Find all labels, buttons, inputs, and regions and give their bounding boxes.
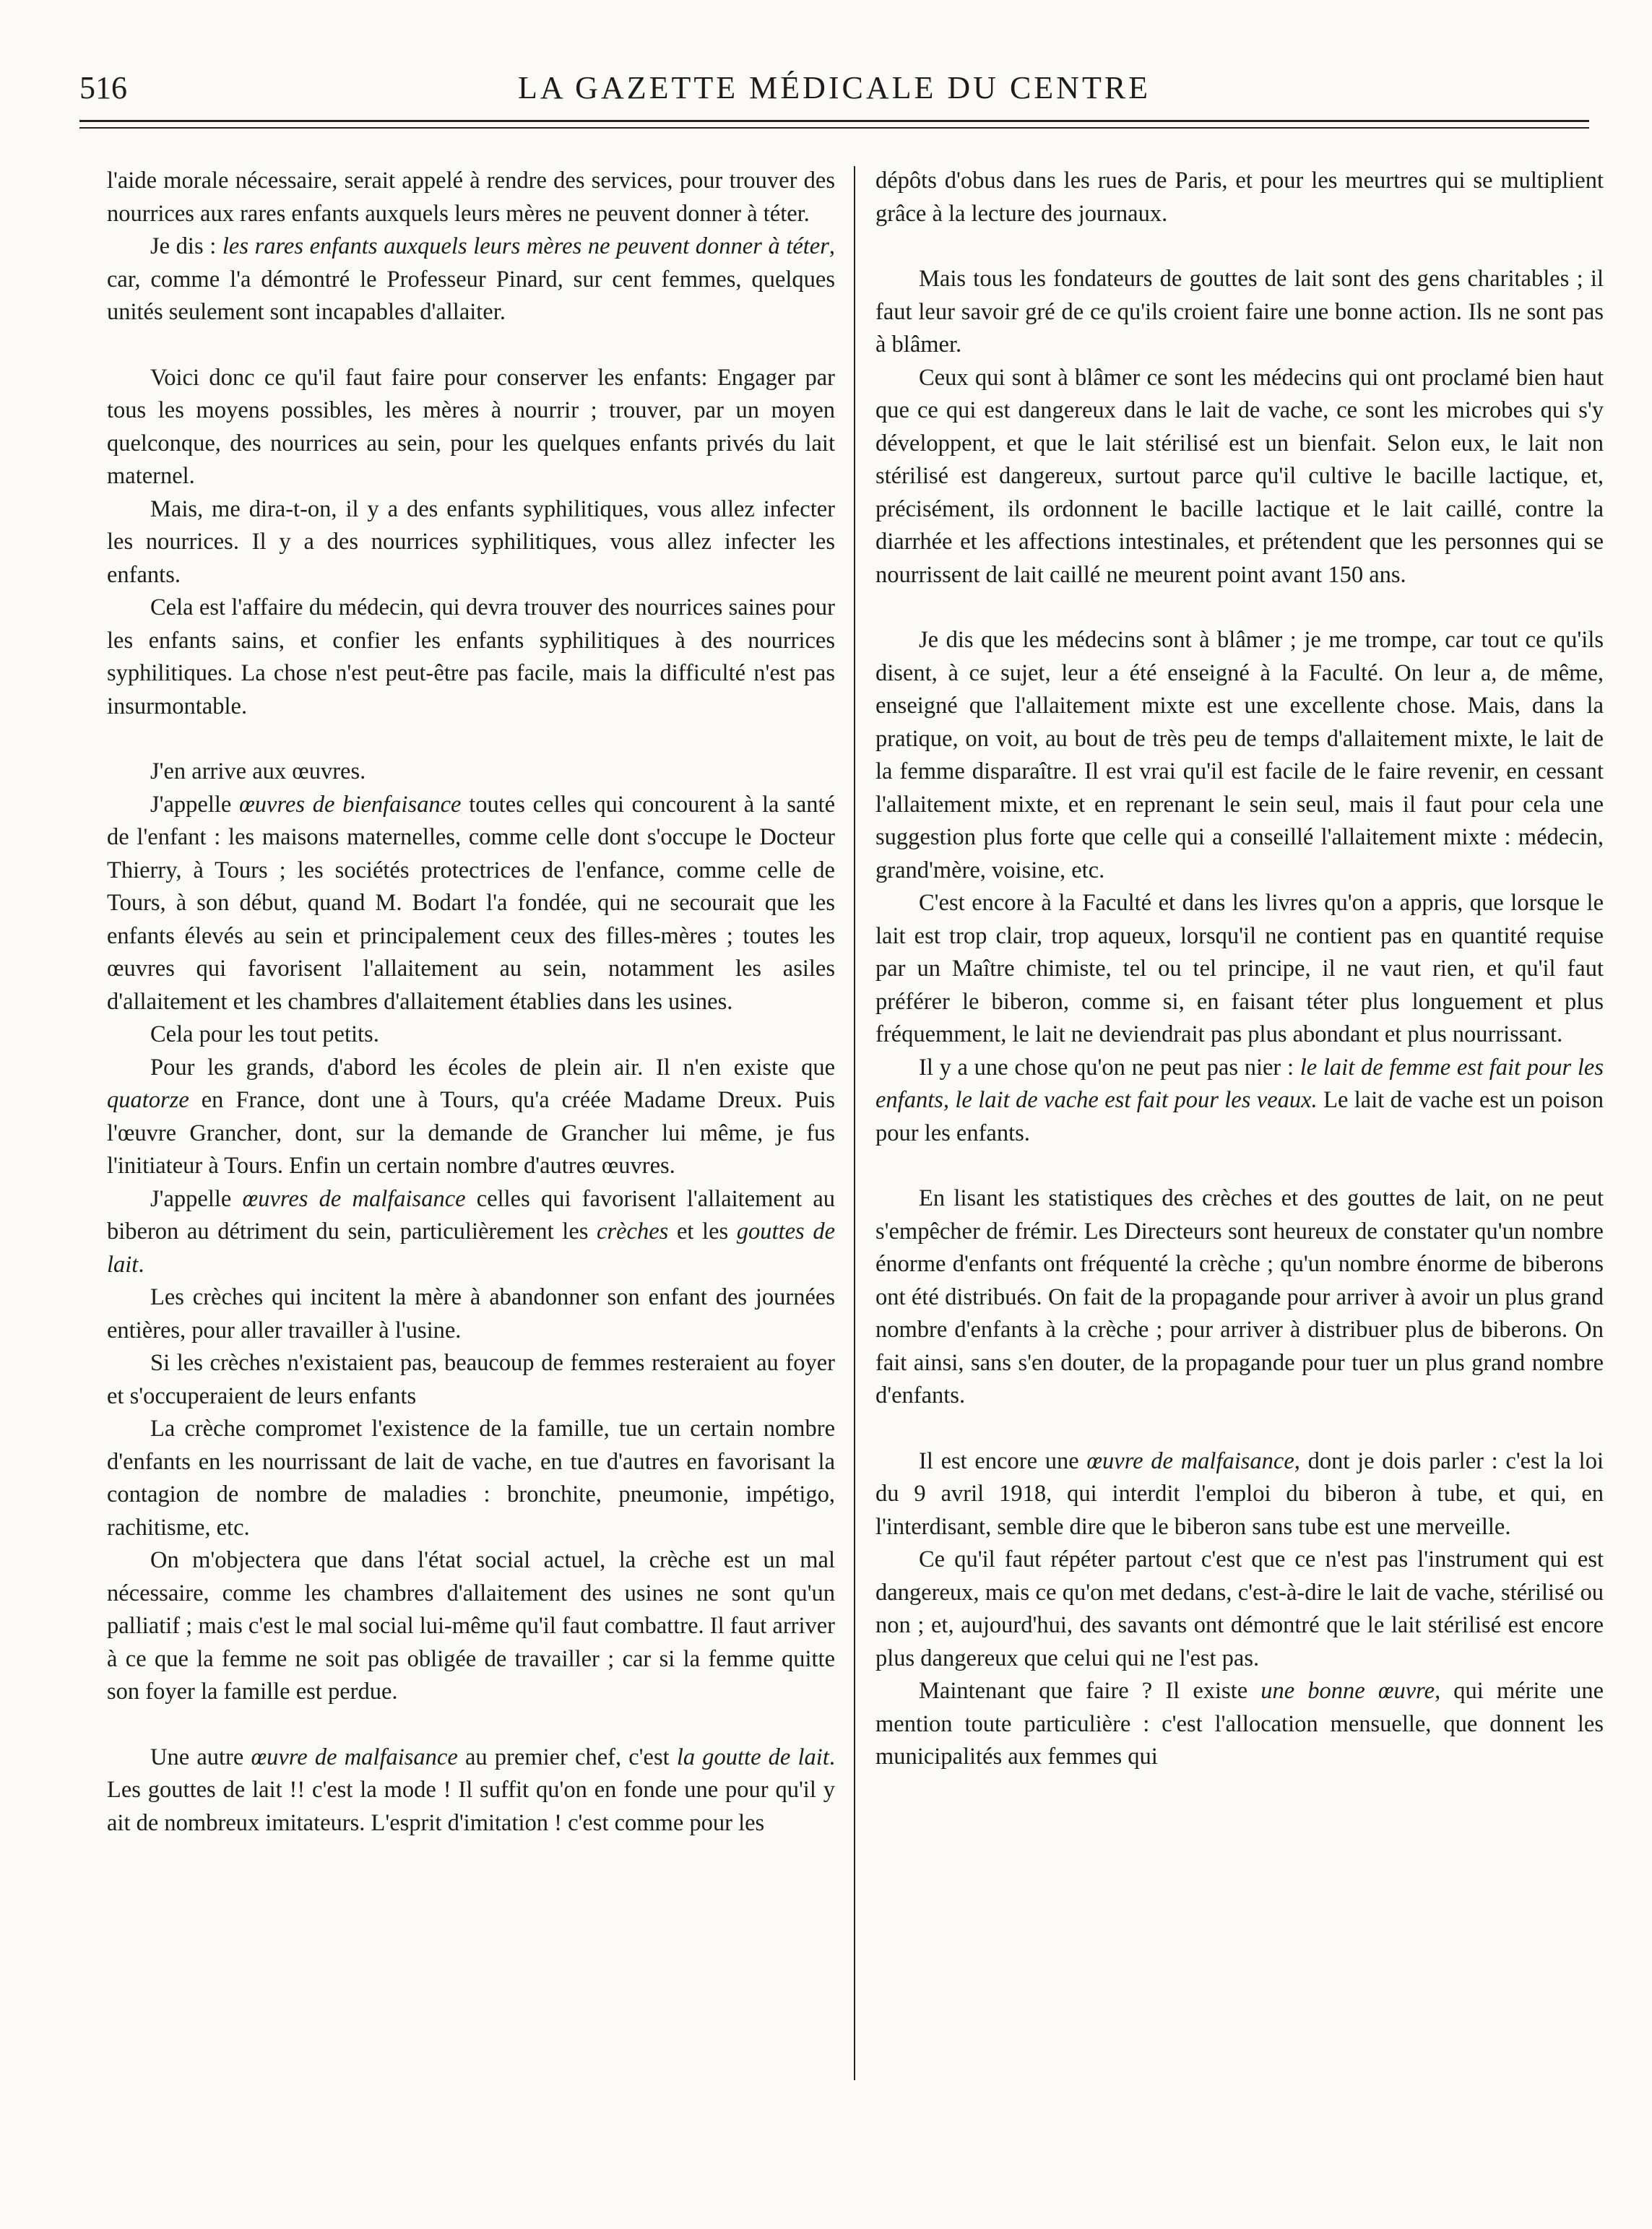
left-column — [107, 165, 835, 1840]
header-rule-thin — [79, 127, 1589, 129]
paragraph: Une autre œuvre de malfaisance au premier chef, c'est la goutte de lait. Les gouttes de lait !! c'est la mode ! Il suffit qu'on en fonde une pour qu'il y ait de nombreux imitateurs. L'esprit d'imitation ! c'est comme pour les — [107, 1744, 835, 1836]
right-column — [875, 165, 1604, 1774]
paragraph: Il est encore une œuvre de malfaisance, dont je dois parler : c'est la loi du 9 avril 1918, qui interdit l'emploi du biberon à tube, et qui, en l'interdisant, semble dire que le biberon sans tube est une merveille. — [875, 1447, 1604, 1540]
page-header — [79, 69, 1589, 113]
paragraph: Ceux qui sont à blâmer ce sont les médecins qui ont proclamé bien haut que ce qui est dangereux dans le lait de vache, ce sont les microbes qui s'y développent, et que le lait stérilisé est un bienfait. Selon eux, le lait non stérilisé est dangereux, surtout parce qu'il cultive le bacille lactique, et, précisément, ils ordonnent le bacille lactique et le lait caillé, contre la diarrhée et les affections intestinales, et prétendent que les personnes qui se nourrissent de lait caillé ne meurent point avant 150 ans. — [875, 364, 1604, 588]
paragraph: Pour les grands, d'abord les écoles de plein air. Il n'en existe que quatorze en France, dont une à Tours, qu'a créée Madame Dreux. Puis l'œuvre Grancher, dont, sur la demande de Grancher lui même, je fus l'initiateur à Tours. Enfin un certain nombre d'autres œuvres. — [107, 1054, 835, 1179]
paragraph: Les crèches qui incitent la mère à abandonner son enfant des journées entières, pour aller travailler à l'usine. — [107, 1284, 835, 1343]
paragraph: l'aide morale nécessaire, serait appelé à rendre des services, pour trouver des nourrices aux rares enfants auxquels leurs mères ne peuvent donner à téter. — [107, 168, 835, 227]
paragraph: Cela est l'affaire du médecin, qui devra trouver des nourrices saines pour les enfants sains, et confier les enfants syphilitiques à des nourrices syphilitiques. La chose n'est peut-être pas facile, mais la difficulté n'est pas insurmontable. — [107, 594, 835, 719]
page-number: 516 — [79, 70, 127, 105]
paragraph: La crèche compromet l'existence de la famille, tue un certain nombre d'enfants en les nourrissant de lait de vache, en tue d'autres en favorisant la contagion de nombre de maladies : bronchite, pneumonie, impétigo, rachitisme, etc. — [107, 1416, 835, 1541]
paragraph: J'appelle œuvres de bienfaisance toutes celles qui concourent à la santé de l'enfant : les maisons maternelles, comme celle dont s'occupe le Docteur Thierry, à Tours ; les sociétés protectrices de l'enfance, comme celle de Tours, à son début, quand M. Bodart l'a fondée, qui ne secourait que les enfants élevés au sein et principalement ceux des filles-mères ; toutes les œuvres qui favorisent l'allaitement au sein, notamment les asiles d'allaitement et les chambres d'allaitement établies dans les usines. — [107, 791, 835, 1015]
paragraph: Cela pour les tout petits. — [150, 1021, 379, 1047]
paragraph: J'en arrive aux œuvres. — [150, 758, 366, 784]
paragraph: C'est encore à la Faculté et dans les livres qu'on a appris, que lorsque le lait est trop clair, trop aqueux, lorsqu'il ne contient pas en quantité requise par un Maître chimiste, tel ou tel principe, il ne vaut rien, et qu'il faut préférer le biberon, comme si, en faisant téter plus longuement et plus fréquemment, le lait ne deviendrait pas plus abondant et plus nourrissant. — [875, 890, 1604, 1047]
paragraph: Mais, me dira-t-on, il y a des enfants syphilitiques, vous allez infecter les nourrices. Il y a des nourrices syphilitiques, vous allez infecter les enfants. — [107, 495, 835, 588]
paragraph: Maintenant que faire ? Il existe une bonne œuvre, qui mérite une mention toute particulière : c'est l'allocation mensuelle, que donnent les municipalités aux femmes qui — [875, 1678, 1604, 1770]
paragraph: Je dis : les rares enfants auxquels leurs mères ne peuvent donner à téter, car, comme l'a démontré le Professeur Pinard, sur cent femmes, quelques unités seulement sont incapables d'allaiter. — [107, 233, 835, 325]
header-rule — [79, 120, 1589, 122]
paragraph: Voici donc ce qu'il faut faire pour conserver les enfants: Engager par tous les moyens possibles, les mères à nourrir ; trouver, par un moyen quelconque, des nourrices au sein, pour les quelques enfants privés du lait maternel. — [107, 364, 835, 489]
paragraph: En lisant les statistiques des crèches et des gouttes de lait, on ne peut s'empêcher de frémir. Les Directeurs sont heureux de constater qu'un nombre énorme d'enfants ont fréquenté la crèche ; qu'un nombre énorme de biberons ont été distribués. On fait de la propagande pour arriver à avoir un plus grand nombre d'enfants à la crèche ; pour arriver à distribuer plus de biberons. On fait ainsi, sans s'en douter, de la propagande pour tuer un plus grand nombre d'enfants. — [875, 1185, 1604, 1408]
paragraph: Si les crèches n'existaient pas, beaucoup de femmes resteraient au foyer et s'occuperaient de leurs enfants — [107, 1350, 835, 1409]
paragraph: On m'objectera que dans l'état social actuel, la crèche est un mal nécessaire, comme les chambres d'allaitement des usines ne sont qu'un palliatif ; mais c'est le mal social lui-même qu'il faut combattre. Il faut arriver à ce que la femme ne soit pas obligée de travailler ; car si la femme quitte son foyer la famille est perdue. — [107, 1547, 836, 1705]
paragraph: Je dis que les médecins sont à blâmer ; je me trompe, car tout ce qu'ils disent, à ce sujet, leur a été enseigné à la Faculté. On leur a, de même, enseigné que l'allaitement mixte est une excellente chose. Mais, dans la pratique, on voit, au bout de très peu de temps d'allaitement mixte, le lait de la femme disparaître. Il est vrai qu'il est facile de le faire revenir, en cessant l'allaitement mixte, et en reprenant le sein seul, mais il faut pour cela une suggestion plus forte que celle qui a conseillé l'allaitement mixte : médecin, grand'mère, voisine, etc. — [875, 627, 1604, 883]
paragraph: Mais tous les fondateurs de gouttes de lait sont des gens charitables ; il faut leur savoir gré de ce qu'ils croient faire une bonne action. Ils ne sont pas à blâmer. — [875, 266, 1604, 358]
paragraph: dépôts d'obus dans les rues de Paris, et pour les meurtres qui se multiplient grâce à la lecture des journaux. — [875, 168, 1604, 227]
paragraph: Il y a une chose qu'on ne peut pas nier : le lait de femme est fait pour les enfants, le lait de vache est fait pour les veaux. Le lait de vache est un poison pour les enfants. — [875, 1054, 1604, 1146]
paragraph: Ce qu'il faut répéter partout c'est que ce n'est pas l'instrument qui est dangereux, mais ce qu'on met dedans, c'est-à-dire le lait de vache, stérilisé ou non ; et, aujourd'hui, des savants ont démontré que le lait stérilisé est encore plus dangereux que celui qui ne l'est pas. — [875, 1546, 1604, 1671]
column-divider — [854, 166, 855, 2080]
paragraph: J'appelle œuvres de malfaisance celles qui favorisent l'allaitement au biberon au détriment du sein, particulièrement les crèches et les gouttes de lait. — [107, 1185, 835, 1278]
journal-title: LA GAZETTE MÉDICALE DU CENTRE — [517, 70, 1151, 105]
